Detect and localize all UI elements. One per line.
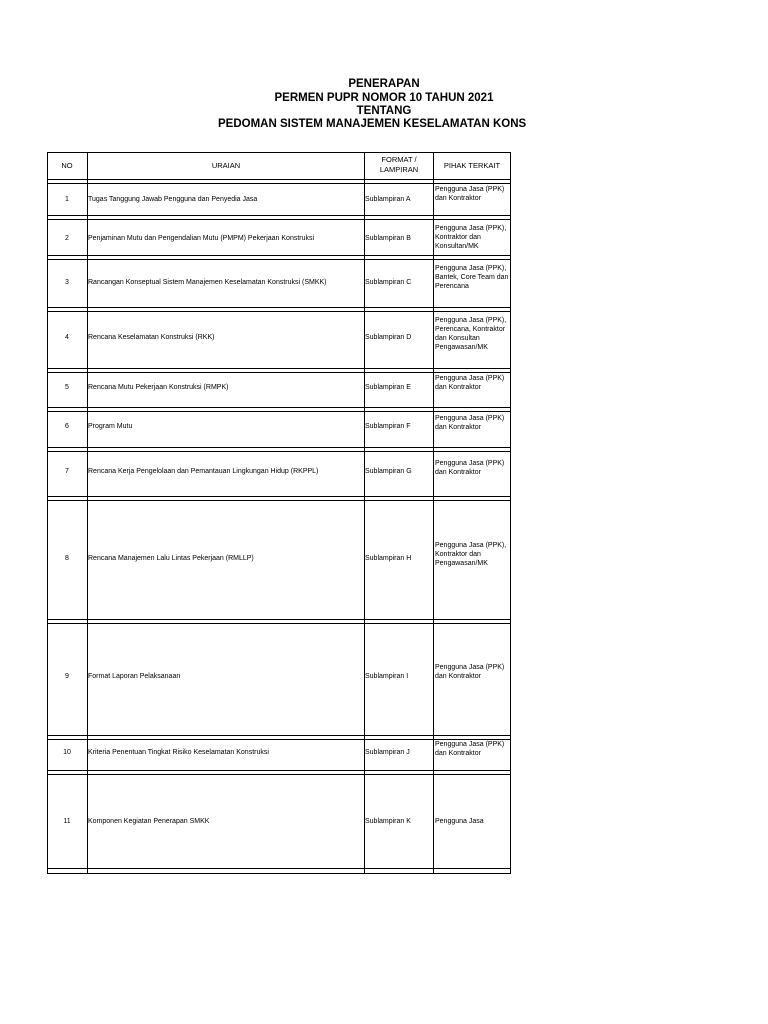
row-pihak: Pengguna Jasa (PPK), Bantek, Core Team dan Perencana — [435, 265, 509, 290]
title-line-4: PEDOMAN SISTEM MANAJEMEN KESELAMATAN KONS — [218, 118, 527, 130]
row-pihak: Pengguna Jasa (PPK), Perencana, Kontraktor dan Konsultan Pengawasan/MK — [435, 317, 507, 351]
row-uraian: Format Laporan Pelaksanaan — [88, 673, 181, 680]
row-pihak: Pengguna Jasa (PPK) dan Kontraktor — [435, 186, 505, 202]
row-format: Sublampiran K — [365, 818, 411, 825]
row-pihak: Pengguna Jasa (PPK) dan Kontraktor — [435, 664, 505, 680]
row-uraian: Program Mutu — [88, 423, 133, 430]
row-number: 8 — [65, 555, 69, 562]
row-divider — [47, 619, 511, 620]
row-pihak: Pengguna Jasa (PPK), Kontraktor dan Pengawasan/MK — [435, 542, 507, 567]
row-format: Sublampiran B — [365, 235, 411, 242]
row-number: 9 — [65, 673, 69, 680]
row-format: Sublampiran E — [365, 384, 411, 391]
row-format: Sublampiran I — [365, 673, 409, 680]
header-format-line1: FORMAT / — [381, 155, 417, 164]
document-table — [47, 152, 511, 874]
table-border-right — [510, 152, 511, 874]
row-pihak: Pengguna Jasa (PPK), Kontraktor dan Konsultan/MK — [435, 225, 507, 250]
row-divider — [47, 219, 511, 220]
row-divider — [47, 496, 511, 497]
row-divider — [47, 451, 511, 452]
row-number: 6 — [65, 423, 69, 430]
row-format: Sublampiran H — [365, 555, 412, 562]
row-pihak: Pengguna Jasa (PPK) dan Kontraktor — [435, 415, 505, 431]
row-uraian: Rencana Kerja Pengelolaan dan Pemantauan Lingkungan Hidup (RKPPL) — [88, 468, 319, 475]
row-number: 10 — [63, 749, 71, 756]
row-divider — [47, 407, 511, 408]
row-divider — [47, 307, 511, 308]
row-format: Sublampiran C — [365, 279, 412, 286]
row-divider — [47, 500, 511, 501]
row-number: 3 — [65, 279, 69, 286]
row-format: Sublampiran J — [365, 749, 410, 756]
header-pihak: PIHAK TERKAIT — [443, 161, 501, 170]
header-uraian: URAIAN — [211, 161, 241, 170]
row-divider — [47, 179, 511, 180]
row-divider — [47, 770, 511, 771]
row-uraian: Komponen Kegiatan Penerapan SMKK — [88, 818, 210, 825]
row-divider — [47, 774, 511, 775]
title-line-3: TENTANG — [356, 105, 412, 117]
title-line-2: PERMEN PUPR NOMOR 10 TAHUN 2021 — [274, 92, 494, 104]
row-divider — [47, 259, 511, 260]
row-pihak: Pengguna Jasa (PPK) dan Kontraktor — [435, 741, 505, 757]
row-uraian: Tugas Tanggung Jawab Pengguna dan Penyedia Jasa — [88, 196, 258, 203]
row-uraian: Rencana Mutu Pekerjaan Konstruksi (RMPK) — [88, 384, 229, 391]
column-divider — [87, 152, 88, 874]
row-number: 7 — [65, 468, 69, 475]
table-border-left — [47, 152, 48, 874]
row-divider — [47, 411, 511, 412]
header-no: NO — [61, 161, 73, 170]
row-uraian: Rancangan Konseptual Sistem Manajemen Keselamatan Konstruksi (SMKK) — [88, 279, 327, 286]
row-divider — [47, 368, 511, 369]
row-pihak: Pengguna Jasa (PPK) dan Kontraktor — [435, 375, 505, 391]
row-pihak: Pengguna Jasa (PPK) dan Kontraktor — [435, 460, 505, 476]
row-pihak: Pengguna Jasa — [435, 818, 484, 825]
row-divider — [47, 183, 511, 184]
row-number: 11 — [63, 818, 71, 825]
row-divider — [47, 447, 511, 448]
title-line-1: PENERAPAN — [348, 78, 420, 90]
row-divider — [47, 623, 511, 624]
header-format-line2: LAMPIRAN — [379, 165, 419, 174]
row-format: Sublampiran A — [365, 196, 411, 203]
row-number: 4 — [65, 334, 69, 341]
row-number: 5 — [65, 384, 69, 391]
row-divider — [47, 868, 511, 869]
row-format: Sublampiran G — [365, 468, 412, 475]
row-divider — [47, 215, 511, 216]
row-uraian: Rencana Keselamatan Konstruksi (RKK) — [88, 334, 215, 341]
column-divider — [364, 152, 365, 874]
column-divider — [433, 152, 434, 874]
row-divider — [47, 372, 511, 373]
row-number: 2 — [65, 235, 69, 242]
row-uraian: Penjaminan Mutu dan Pengendalian Mutu (PMPM) Pekerjaan Konstruksi — [88, 235, 315, 242]
row-uraian: Kriteria Penentuan Tingkat Risiko Keselamatan Konstruksi — [88, 749, 269, 756]
row-format: Sublampiran F — [365, 423, 411, 430]
row-uraian: Rencana Manajemen Lalu Lintas Pekerjaan (RMLLP) — [88, 555, 254, 562]
row-divider — [47, 255, 511, 256]
row-number: 1 — [65, 196, 69, 203]
row-divider — [47, 735, 511, 736]
row-divider — [47, 152, 511, 153]
row-divider — [47, 311, 511, 312]
row-format: Sublampiran D — [365, 334, 412, 341]
table-border-bottom — [47, 873, 511, 874]
